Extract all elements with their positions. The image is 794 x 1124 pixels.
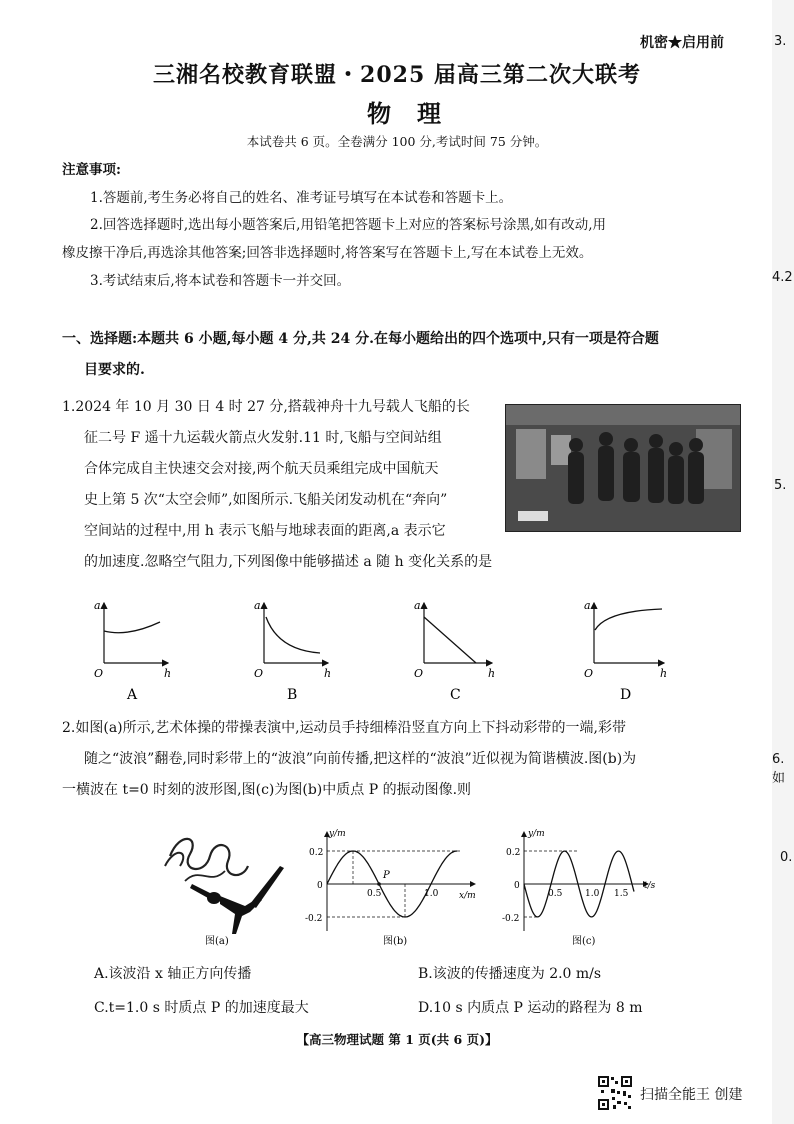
graph-a-xlabel: h [164, 667, 172, 680]
option-b: B.该波的传播速度为 2.0 m/s [418, 966, 602, 982]
point-p [377, 882, 381, 886]
point-p-label: P [383, 870, 390, 881]
figure-b-ytick: 0 [317, 881, 323, 891]
note-item: 1.答题前,考生务必将自己的姓名、准考证号填写在本试卷和答题卡上。 [90, 190, 513, 206]
question-2-text: 一横波在 t=0 时刻的波形图,图(c)为图(b)中质点 P 的振动图像.则 [62, 782, 472, 798]
question-1-text: 史上第 5 次“太空会师”,如图所示.飞船关闭发动机在“奔向” [84, 492, 448, 508]
figure-c-xtick: 1.0 [585, 889, 600, 899]
question-1-text: 合体完成自主快速交会对接,两个航天员乘组完成中国航天 [84, 461, 439, 477]
graph-d-ylabel: a [584, 599, 591, 612]
graph-c [414, 599, 495, 703]
figure-b-xlabel: x/m [459, 891, 476, 901]
section-heading: 一、选择题:本题共 6 小题,每小题 4 分,共 24 分.在每小题给出的四个选项中,只有一项是符合题 [62, 331, 659, 347]
graph-c-line [424, 617, 476, 663]
figure-b-wave [305, 826, 485, 950]
note-item: 3.考试结束后,将本试卷和答题卡一并交回。 [90, 273, 351, 289]
graph-a-ylabel: a [94, 599, 101, 612]
figure-c-vibration [498, 826, 668, 950]
figure-b-ytick: -0.2 [305, 914, 323, 924]
question-1-text: 征二号 F 遥十九运载火箭点火发射.11 时,飞船与空间站组 [84, 430, 442, 446]
figure-b-ytick: 0.2 [309, 848, 324, 858]
graph-c-origin: O [414, 667, 424, 680]
figure-a-caption: 图(a) [205, 936, 229, 947]
question-1-text: 1.2024 年 10 月 30 日 4 时 27 分,搭载神舟十九号载人飞船的长 [62, 399, 470, 415]
exam-info: 本试卷共 6 页。全卷满分 100 分,考试时间 75 分钟。 [246, 134, 548, 149]
figure-c-xtick: 1.5 [614, 889, 629, 899]
note-item: 2.回答选择题时,选出每小题答案后,用铅笔把答题卡上对应的答案标号涂黑,如有改动,用 [90, 217, 607, 233]
figure-c-ytick: 0.2 [506, 848, 521, 858]
subject-title: 物理 [367, 99, 467, 128]
qr-code-icon [597, 1075, 633, 1111]
question-1-text: 的加速度.忽略空气阻力,下列图像中能够描述 a 随 h 变化关系的是 [84, 554, 493, 570]
next-page-edge [772, 0, 794, 1124]
question-2-text: 2.如图(a)所示,艺术体操的带操表演中,运动员手持细棒沿竖直方向上下抖动彩带的一端,彩带 [62, 720, 626, 736]
option-c: C.t=1.0 s 时质点 P 的加速度最大 [94, 1000, 309, 1016]
option-d: D.10 s 内质点 P 运动的路程为 8 m [418, 1000, 643, 1016]
page-footer: 【高三物理试题 第 1 页(共 6 页)】 [296, 1032, 498, 1047]
graph-a-origin: O [94, 667, 104, 680]
edge-fragment-6: 6.如 [772, 752, 786, 786]
question-2-text: 随之“波浪”翻卷,同时彩带上的“波浪”向前传播,把这样的“波浪”近似视为简谐横波.图(b)为 [84, 751, 637, 767]
figure-c-ytick: -0.2 [502, 914, 520, 924]
graph-b-origin: O [254, 667, 264, 680]
confidential-label: 机密★启用前 [640, 35, 724, 51]
graph-d-xlabel: h [660, 667, 668, 680]
graph-d [584, 599, 667, 703]
option-a: A.该波沿 x 轴正方向传播 [94, 966, 252, 982]
figure-c-ylabel: y/m [528, 829, 545, 839]
graph-b-ylabel: a [254, 599, 261, 612]
graph-d-label: D [620, 687, 632, 703]
section-heading-cont: 目要求的. [84, 362, 145, 378]
scanner-watermark: 扫描全能王 创建 [640, 1087, 743, 1103]
graph-b-xlabel: h [324, 667, 332, 680]
graph-d-curve [595, 609, 662, 630]
figure-b-caption: 图(b) [383, 936, 408, 947]
graph-c-ylabel: a [414, 599, 421, 612]
graph-c-xlabel: h [488, 667, 496, 680]
figure-c-xlabel: t/s [644, 881, 656, 891]
graph-b-curve [266, 617, 320, 653]
graph-a [94, 599, 171, 703]
graph-a-curve [104, 622, 160, 633]
edge-fragment-0: 0. [780, 850, 793, 865]
graph-d-origin: O [584, 667, 594, 680]
graph-a-label: A [127, 687, 138, 703]
figure-b-xtick: 0.5 [367, 889, 382, 899]
figure-c-xtick: 0.5 [548, 889, 563, 899]
edge-fragment-3: 3. [774, 34, 787, 49]
figure-a-gymnast [150, 826, 300, 948]
notes-heading: 注意事项: [62, 162, 121, 178]
graph-b-label: B [287, 687, 298, 703]
exam-title: 三湘名校教育联盟・2025 届高三第二次大联考 [153, 62, 641, 88]
figure-b-xtick: 1.0 [424, 889, 439, 899]
question-1-text: 空间站的过程中,用 h 表示飞船与地球表面的距离,a 表示它 [84, 523, 446, 539]
edge-fragment-5: 5. [774, 478, 787, 493]
figure-c-caption: 图(c) [572, 936, 596, 947]
figure-b-ylabel: y/m [329, 829, 346, 839]
figure-c-ytick: 0 [514, 881, 520, 891]
graph-b [254, 599, 331, 703]
edge-fragment-4: 4.2 [772, 270, 793, 285]
q1-graphs [88, 595, 748, 705]
note-item: 橡皮擦干净后,再选涂其他答案;回答非选择题时,将答案写在答题卡上,写在本试卷上无效。 [62, 245, 593, 261]
astronaut-photo [505, 404, 741, 532]
graph-c-label: C [450, 687, 461, 703]
